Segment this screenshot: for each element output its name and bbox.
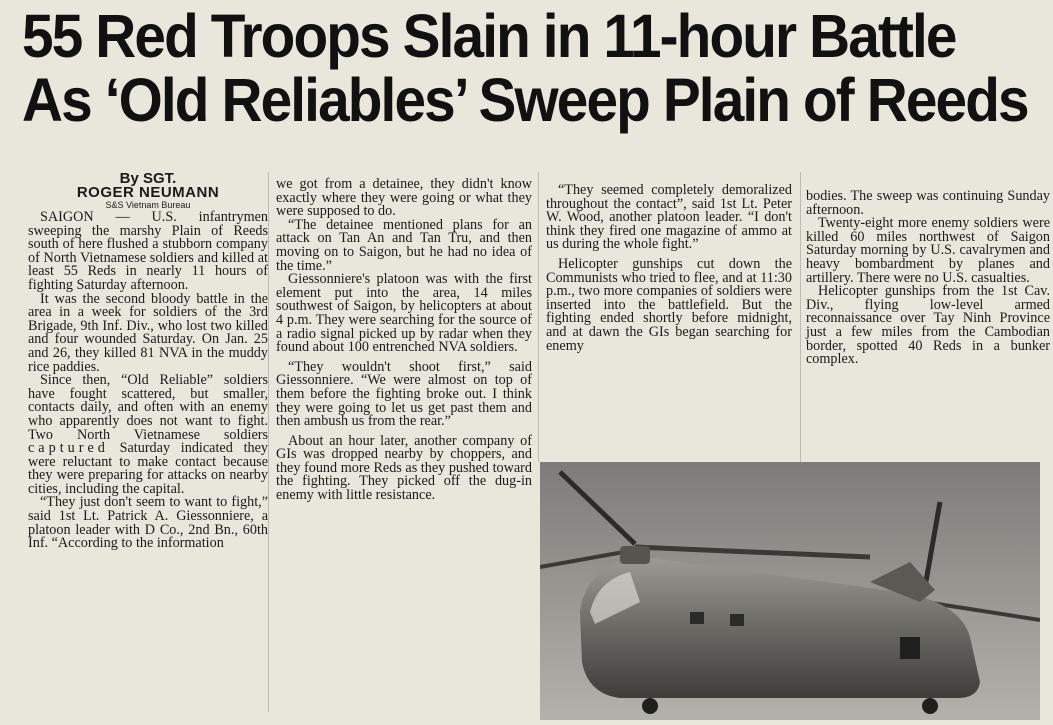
column-rule	[538, 172, 539, 462]
column-rule	[800, 172, 801, 462]
byline-bureau: S&S Vietnam Bureau	[105, 200, 191, 210]
paragraph: Giessonniere's platoon was with the first element put into the area, 14 miles southwest of Saigon, by helicopters at about 4 p.m. They were searching for the source of a radio signal picked up by radar when they found about 100 entrenched NVA soldiers.	[276, 271, 532, 356]
article-column-3	[546, 184, 792, 353]
paragraph: Helicopter gunships cut down the Communists who tried to flee, and at 11:30 p.m., two more companies of soldiers were inserted into the battlefield. But the fighting ended shortly before midnight, and at dawn the GIs began searching for enemy	[546, 255, 792, 354]
headline	[22, 2, 1028, 134]
paragraph: Since then, “Old Reliable” soldiers have fought scattered, but smaller, contacts daily, and often with an enemy who apparently does not want to fight. Two North Vietnamese soldiers captured Saturday indicated they were reluctant to make contact because they were preparing for attacks on nearby cities, including the capital.	[28, 372, 268, 497]
byline-author: ROGER NEUMANN	[76, 184, 220, 201]
headline-line-1: 55 Red Troops Slain in 11-hour Battle	[22, 2, 956, 70]
paragraph: SAIGON — U.S. infantrymen sweeping the marshy Plain of Reeds south of here flushed a stubborn company of North Vietnamese soldiers and killed at least 55 Reds in nearly 11 hours of fighting Saturday afternoon.	[28, 209, 268, 293]
paragraph: About an hour later, another company of GIs was dropped nearby by choppers, and they found more Reds as they pushed toward the fighting. They picked off the dug-in enemy with little resistance.	[276, 432, 532, 504]
chinook-helicopter-icon	[540, 462, 1040, 720]
article-column-2	[276, 178, 532, 503]
paragraph: “The detainee mentioned plans for an attack on Tan An and Tan Tru, and then moving on to Saigon, but he had no idea of the time.”	[276, 216, 532, 274]
article-column-4	[806, 190, 1050, 367]
headline-line-2: As ‘Old Reliables’ Sweep Plain of Reeds	[22, 66, 1028, 134]
byline-rank: By SGT.	[119, 170, 177, 187]
paragraph: Twenty-eight more enemy soldiers were killed 60 miles northwest of Saigon Saturday morning by U.S. cavalrymen and heavy bombardment by planes and artillery. There were no U.S. casualties.	[806, 215, 1050, 286]
column-rule	[268, 172, 269, 712]
paragraph: bodies. The sweep was continuing Sunday afternoon.	[806, 188, 1050, 218]
paragraph: we got from a detainee, they didn't know exactly where they were going or what they were supposed to do.	[276, 176, 532, 220]
helicopter-photo	[540, 462, 1040, 720]
paragraph: “They just don't seem to want to fight,” said 1st Lt. Patrick A. Giessonniere, a platoon leader with D Co., 2nd Bn., 60th Inf. “According to the information	[28, 494, 268, 552]
spaced-word: captured	[28, 440, 109, 457]
paragraph: “They seemed completely demoralized throughout the contact”, said 1st Lt. Peter W. Wood, another platoon leader. “I don't think they fired one magazine of ammo at us during the whole fight.”	[546, 182, 792, 253]
paragraph: It was the second bloody battle in the area in a week for soldiers of the 3rd Brigade, 9th Inf. Div., who lost two killed and four wounded Saturday. On Jan. 25 and 26, they killed 81 NVA in the muddy rice paddies.	[28, 290, 268, 375]
paragraph: “They wouldn't shoot first,” said Giessonniere. “We were almost on top of them before the fighting broke out. I think they were going to let us get past them and then ambush us from the rear.”	[276, 358, 532, 430]
article-column-1	[28, 172, 268, 551]
paragraph: Helicopter gunships from the 1st Cav. Div., flying low-level armed reconnaissance over Tay Ninh Province just a few miles from the Cambodian border, spotted 40 Reds in a bunker complex.	[806, 283, 1050, 368]
